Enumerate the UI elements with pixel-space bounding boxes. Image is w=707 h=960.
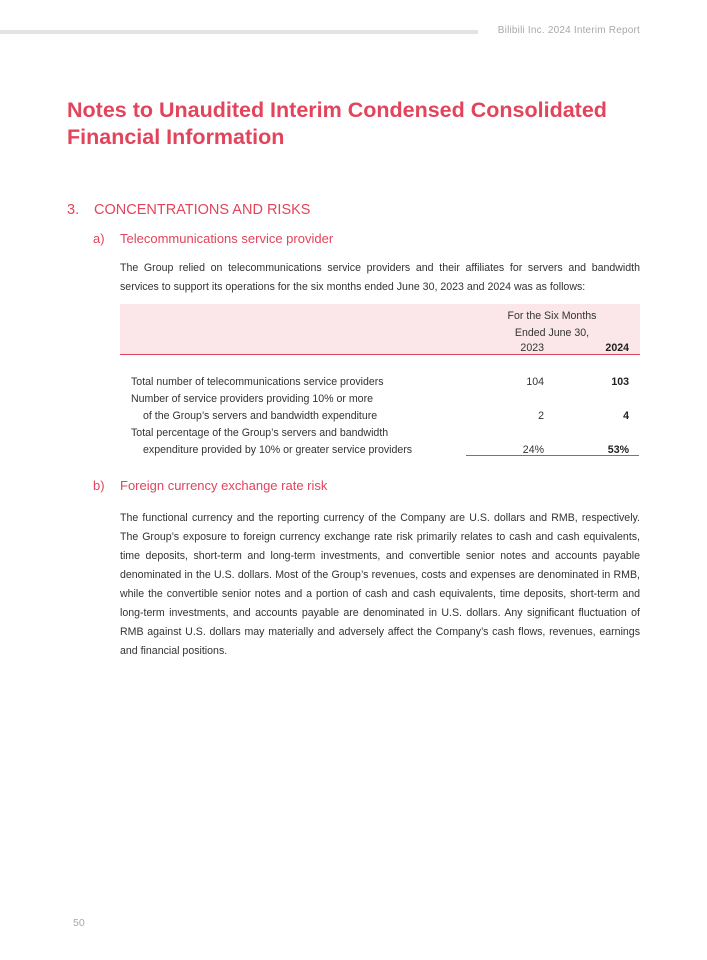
subsection-b-heading (93, 478, 327, 494)
section-number: 3. (67, 202, 80, 218)
row-value-2024: 4 (623, 410, 629, 422)
subsection-a-letter: a) (93, 231, 105, 246)
table-header (120, 304, 640, 355)
subsection-a-heading (93, 231, 333, 247)
subsection-a-title: Telecommunications service provider (120, 231, 334, 246)
table-row (120, 408, 640, 425)
table-period-heading (492, 308, 612, 342)
table-period-line2: Ended June 30, (514, 327, 590, 339)
row-label: of the Group’s servers and bandwidth expenditure (143, 410, 378, 422)
section-title: CONCENTRATIONS AND RISKS (94, 202, 311, 218)
subsection-b-letter: b) (93, 478, 105, 493)
row-label: Number of service providers providing 10% or more (131, 393, 373, 405)
table-row (120, 425, 640, 442)
row-label: expenditure provided by 10% or greater service providers (143, 444, 413, 456)
row-value-2024: 53% (607, 444, 629, 456)
table-period-line1: For the Six Months (507, 310, 597, 322)
row-label: Total percentage of the Group’s servers and bandwidth (131, 427, 389, 439)
page-number: 50 (73, 917, 85, 929)
page-title: Notes to Unaudited Interim Condensed Consolidated Financial Information (67, 98, 607, 149)
header-rule (0, 30, 478, 34)
row-value-2023: 104 (526, 376, 544, 388)
subsection-b-paragraph: The functional currency and the reporting currency of the Company are U.S. dollars and RMB, respectively. The Group’s exposure to foreign currency exchange rate risk primarily relates to cash and cash equivalents, time deposits, short-term and long-term investments, and convertible senior notes and accounts payable denominated in the U.S. dollars. Most of the Group’s revenues, costs and expenses are denominated in RMB, while the convertible senior notes and a portion of cash and cash equivalents, time deposits, short-term and long-term investments, and accounts payable are denominated in U.S. dollars. Any significant fluctuation of RMB against U.S. dollars may materially and adversely affect the Company’s cash flows, revenues, earnings and financial positions. (120, 512, 640, 657)
table-year-2024: 2024 (605, 342, 629, 354)
table-row (120, 391, 640, 408)
table-row (120, 442, 640, 459)
row-value-2023: 24% (522, 444, 544, 456)
subsection-b-title: Foreign currency exchange rate risk (120, 478, 328, 493)
table-year-2023: 2023 (520, 342, 544, 354)
subsection-a-paragraph: The Group relied on telecommunications service providers and their affiliates for servers and bandwidth services to support its operations for the six months ended June 30, 2023 and 2024 was as follows: (120, 262, 640, 293)
running-header: Bilibili Inc. 2024 Interim Report (497, 25, 640, 36)
section-heading (67, 201, 310, 219)
table-total-rule (466, 455, 639, 456)
table-row (120, 374, 640, 391)
row-label: Total number of telecommunications service providers (131, 376, 384, 388)
row-value-2024: 103 (611, 376, 629, 388)
table-body (120, 374, 640, 459)
row-value-2023: 2 (538, 410, 544, 422)
